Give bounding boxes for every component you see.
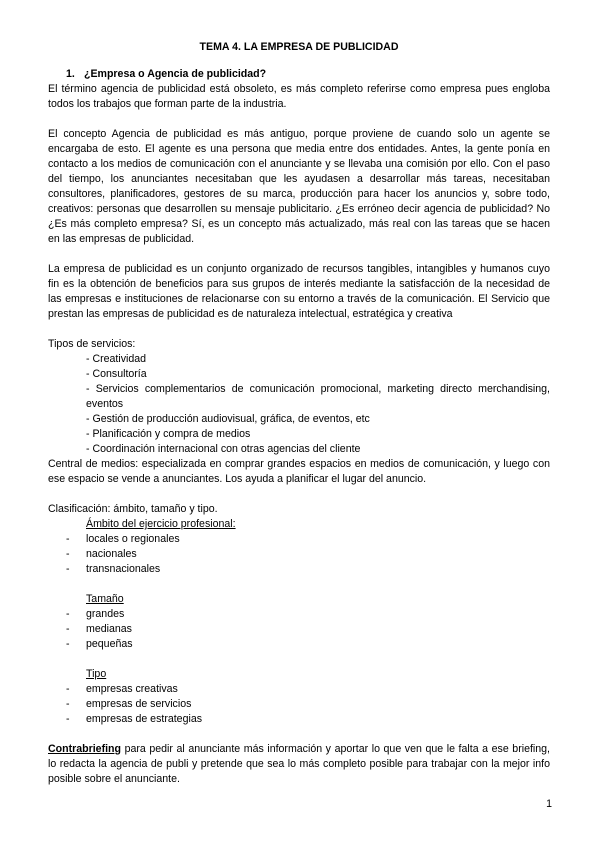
subheading-scope: Ámbito del ejercicio profesional: xyxy=(86,518,236,530)
page-number: 1 xyxy=(546,798,552,810)
paragraph-company-definition: La empresa de publicidad es un conjunto organizado de recursos tangibles, intangibles y humanos cuyo fin es la obtención de beneficios para sus grupos de interés mediante la satisfacción de la necesidad de las empresas e instituciones de relacionarse con su entorno a través de la comunicación. El Servicio que prestan las empresas de publicidad es de naturaleza intelectual, estratégica y creativa xyxy=(48,263,550,320)
list-item: - pequeñas xyxy=(48,637,550,652)
service-item: - Creatividad xyxy=(86,353,147,365)
contrabriefing-text: para pedir al anunciante más información y aportar lo que ven que le falta a ese briefing, lo redacta la agencia de publi y pretende que sea lo más completo posible para trabajar con la mejor info posible sobre el anunciante. xyxy=(48,743,550,785)
paragraph-agency-concept: El concepto Agencia de publicidad es más antiguo, porque proviene de cuando solo un agente se encargaba de esto. El agente es una persona que media entre dos entidades. Antes, la gente ponía en contacto a los medios de comunicación con el anunciante y se llevaba una comisión por ello. Con el paso del tiempo, los anunciantes necesitaban que les ayudasen a desarrollar más tareas, necesitaban consultores, planificadores, gestores de su marca, producción para hacer los anuncios y, sobre todo, creativos: personas que desarrollen su mensaje publicitario. ¿Es erróneo decir agencia de publicidad? No ¿Es más completo empresa? Sí, es un concepto más actualizado, más real con las tareas que se hacen en las empresas de publicidad. xyxy=(48,128,550,245)
section-heading-text: ¿Empresa o Agencia de publicidad? xyxy=(84,68,267,80)
document-title: TEMA 4. LA EMPRESA DE PUBLICIDAD xyxy=(199,41,399,53)
paragraph-obsolete-term: El término agencia de publicidad está obsoleto, es más completo referirse como empresa pues engloba todos los trabajos que forman parte de la industria. xyxy=(48,83,550,110)
list-item: - medianas xyxy=(48,622,550,637)
service-item: - Servicios complementarios de comunicación promocional, marketing directo merchandising, eventos xyxy=(86,383,550,410)
service-item: - Coordinación internacional con otras agencias del cliente xyxy=(86,443,361,455)
service-item: - Planificación y compra de medios xyxy=(86,428,251,440)
list-item: - grandes xyxy=(48,607,550,622)
subheading-size: Tamaño xyxy=(86,593,124,605)
list-item: - empresas creativas xyxy=(48,682,550,697)
contrabriefing-term: Contrabriefing xyxy=(48,743,121,755)
service-item: - Consultoría xyxy=(86,368,147,380)
list-item: - locales o regionales xyxy=(48,532,550,547)
paragraph-media-central: Central de medios: especializada en comprar grandes espacios en medios de comunicación, y luego con ese espacio se vende a anunciantes. Los ayuda a planificar el lugar del anuncio. xyxy=(48,458,550,485)
classification-intro: Clasificación: ámbito, tamaño y tipo. xyxy=(48,503,218,515)
service-item: - Gestión de producción audiovisual, gráfica, de eventos, etc xyxy=(86,413,370,425)
section-number: 1. xyxy=(66,68,75,80)
subheading-type: Tipo xyxy=(86,668,107,680)
list-item: - empresas de estrategias xyxy=(48,712,550,727)
services-intro: Tipos de servicios: xyxy=(48,338,136,350)
list-item: - transnacionales xyxy=(48,562,550,577)
list-item: - nacionales xyxy=(48,547,550,562)
section-heading xyxy=(66,67,550,82)
paragraph-contrabriefing xyxy=(48,742,550,787)
list-item: - empresas de servicios xyxy=(48,697,550,712)
